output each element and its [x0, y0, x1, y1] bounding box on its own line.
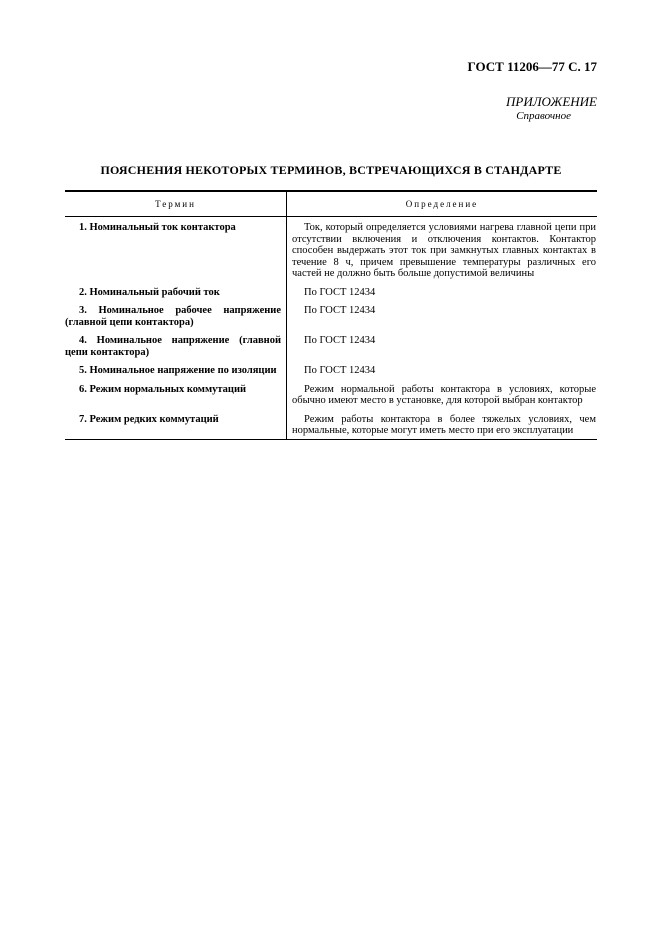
term-cell: 2. Номинальный рабочий ток — [65, 282, 287, 301]
table-row — [65, 379, 597, 409]
annex-label: ПРИЛОЖЕНИЕ — [506, 94, 597, 110]
term-cell: 7. Режим редких коммутаций — [65, 409, 287, 439]
definition-cell: Режим работы контактора в более тяжелых условиях, чем нормальные, которые могут иметь место при его эксплуатации — [292, 413, 596, 437]
table-header-term: Термин — [65, 192, 287, 217]
table-row — [65, 360, 597, 379]
definition-cell: По ГОСТ 12434 — [304, 286, 376, 298]
definition-cell: Ток, который определяется условиями нагрева главной цепи при отсутствии включения и отключения контактов. Контактор способен выдержать этот ток при замкнутых главных контактах в течение 8 ч, причем превышение температуры различных его частей не должно быть больше допустимой величины — [292, 222, 596, 280]
table-row — [65, 300, 597, 330]
term-cell: 1. Номинальный ток контактора — [65, 217, 287, 282]
doc-reference: ГОСТ 11206—77 С. 17 — [467, 59, 597, 74]
term-cell: 6. Режим нормальных коммутаций — [65, 379, 287, 409]
terms-table — [65, 190, 597, 440]
annex-note: Справочное — [516, 109, 571, 122]
definition-cell: По ГОСТ 12434 — [304, 335, 376, 347]
term-cell: 5. Номинальное напряжение по изоляции — [65, 360, 287, 379]
annex-block — [65, 95, 597, 122]
definition-cell: По ГОСТ 12434 — [304, 305, 376, 317]
table-row — [65, 282, 597, 301]
definition-cell: По ГОСТ 12434 — [304, 365, 376, 377]
table-row — [65, 330, 597, 360]
definition-cell: Режим нормальной работы контактора в условиях, которые обычно имеют место в установке, для которой выбран контактор — [292, 383, 596, 407]
table-header-definition: Определение — [405, 198, 479, 209]
document-page — [0, 0, 661, 440]
term-cell: 4. Номинальное напряжение (главной цепи контактора) — [65, 330, 287, 360]
table-row — [65, 409, 597, 439]
table-row — [65, 217, 597, 282]
table-header-row — [65, 192, 597, 218]
page-title: ПОЯСНЕНИЯ НЕКОТОРЫХ ТЕРМИНОВ, ВСТРЕЧАЮЩИХСЯ В СТАНДАРТЕ — [100, 162, 562, 177]
term-cell: 3. Номинальное рабочее напряжение (главной цепи контактора) — [65, 300, 287, 330]
